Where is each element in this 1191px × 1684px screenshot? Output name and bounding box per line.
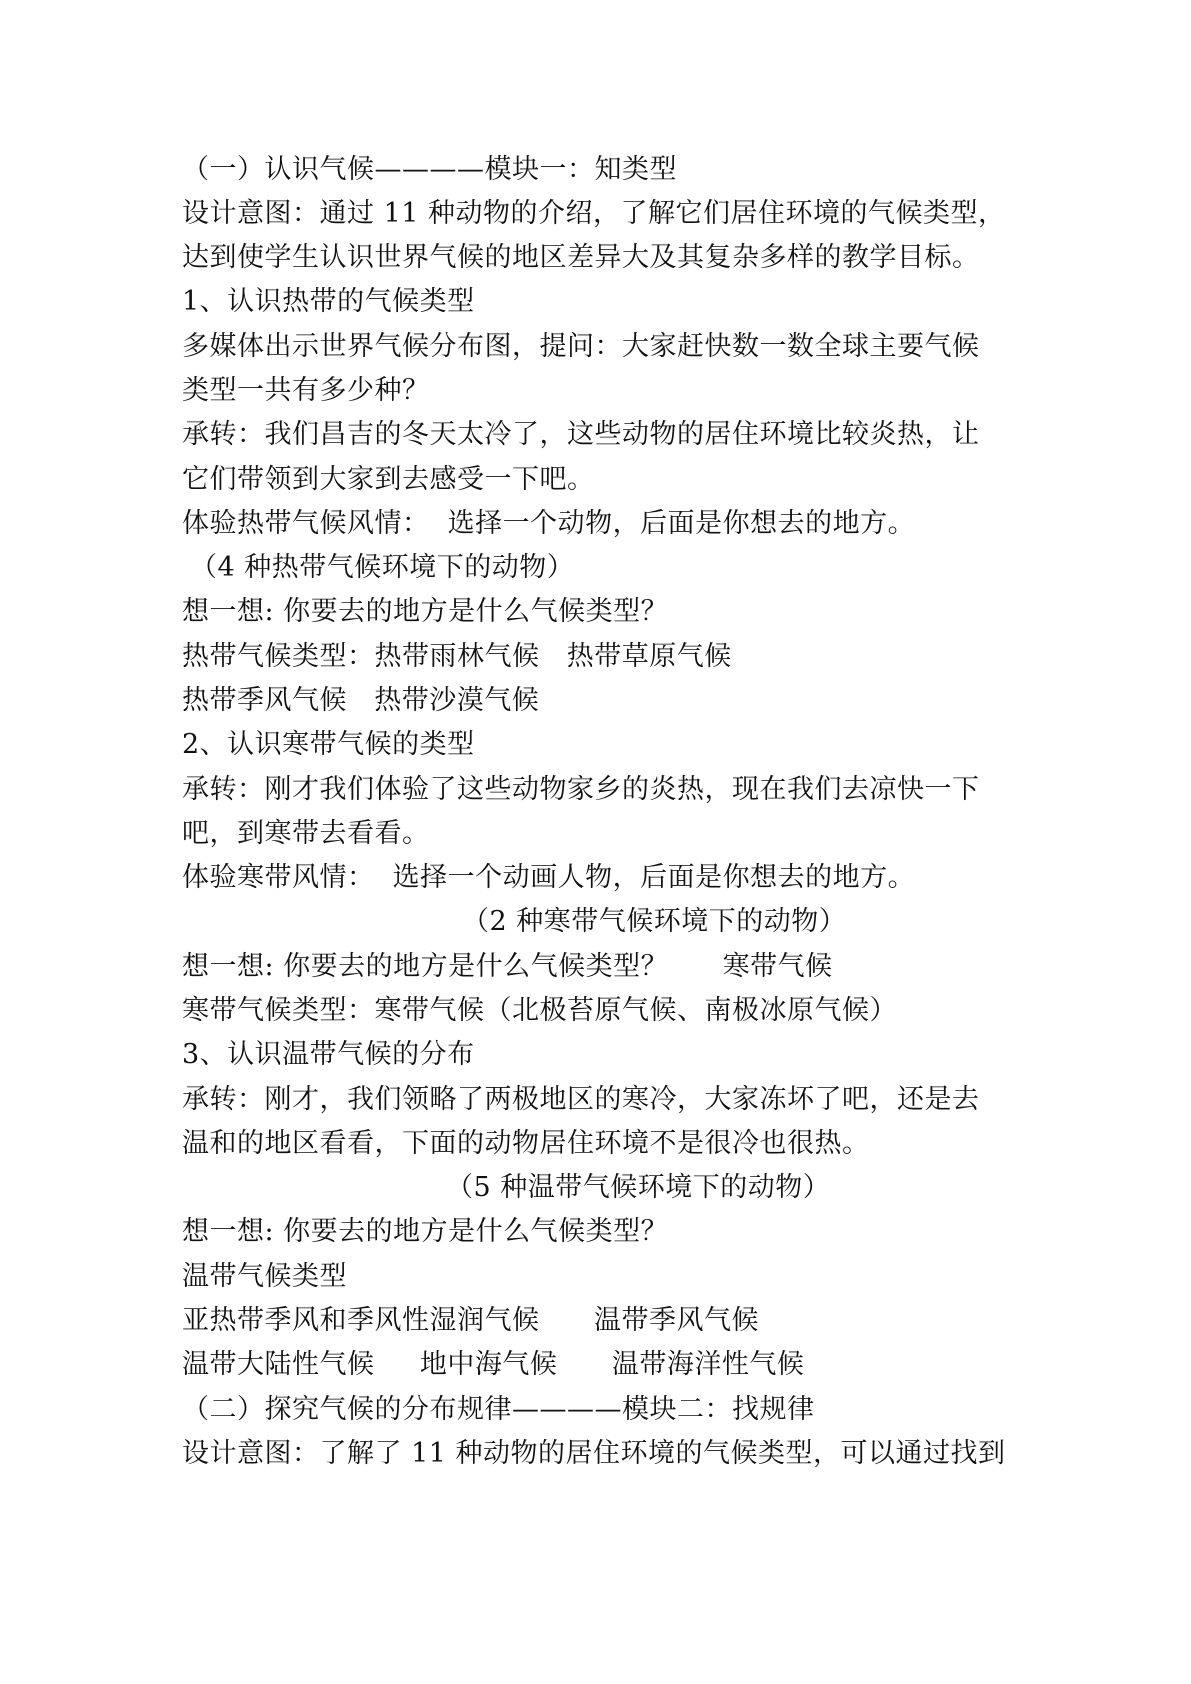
paragraph-line: 亚热带季风和季风性湿润气候 温带季风气候 [182, 1305, 759, 1336]
section-heading-2: （二）探究气候的分布规律————模块二：找规律 [182, 1394, 815, 1425]
paragraph-line: 温和的地区看看，下面的动物居住环境不是很冷也很热。 [182, 1128, 870, 1159]
paragraph-line: 多媒体出示世界气候分布图，提问：大家赶快数一数全球主要气候 [182, 331, 980, 362]
subheading-2: 2、认识寒带气候的类型 [182, 729, 475, 760]
paragraph-line: 承转：刚才，我们领略了两极地区的寒冷，大家冻坏了吧，还是去 [182, 1084, 980, 1115]
paragraph-line: 它们带领到大家到去感受一下吧。 [182, 464, 595, 495]
paragraph-line: 承转：刚才我们体验了这些动物家乡的炎热，现在我们去凉快一下 [182, 774, 980, 805]
paragraph-line: （4 种热带气候环境下的动物） [190, 552, 575, 583]
paragraph-line: 想一想: 你要去的地方是什么气候类型？ [182, 1216, 669, 1247]
paragraph-line: 热带季风气候 热带沙漠气候 [182, 685, 540, 716]
paragraph-line: 体验寒带风情： 选择一个动画人物，后面是你想去的地方。 [182, 862, 916, 893]
paragraph-line: 承转：我们昌吉的冬天太冷了，这些动物的居住环境比较炎热，让 [182, 419, 980, 450]
paragraph-line: 想一想: 你要去的地方是什么气候类型？ 寒带气候 [182, 951, 833, 982]
subheading-3: 3、认识温带气候的分布 [182, 1039, 475, 1070]
paragraph-line: （2 种寒带气候环境下的动物） [462, 906, 847, 937]
paragraph-line: 设计意图：通过 11 种动物的介绍，了解它们居住环境的气候类型， [182, 198, 1006, 229]
paragraph-line: 吧，到寒带去看看。 [182, 818, 430, 849]
paragraph-line: 热带气候类型：热带雨林气候 热带草原气候 [182, 641, 732, 672]
paragraph-line: 寒带气候类型：寒带气候（北极苔原气候、南极冰原气候） [182, 995, 897, 1026]
paragraph-line: 温带大陆性气候 地中海气候 温带海洋性气候 [182, 1349, 805, 1380]
subheading-1: 1、认识热带的气候类型 [182, 286, 475, 317]
paragraph-line: 达到使学生认识世界气候的地区差异大及其复杂多样的教学目标。 [182, 242, 980, 273]
paragraph-line: （5 种温带气候环境下的动物） [446, 1172, 831, 1203]
paragraph-line: 温带气候类型 [182, 1261, 347, 1292]
paragraph-line: 设计意图：了解了 11 种动物的居住环境的气候类型，可以通过找到 [182, 1438, 1006, 1469]
paragraph-line: 体验热带气候风情： 选择一个动物，后面是你想去的地方。 [182, 508, 916, 539]
paragraph-line: 类型一共有多少种？ [182, 375, 430, 406]
section-heading-1: （一）认识气候————模块一：知类型 [182, 154, 677, 185]
paragraph-line: 想一想: 你要去的地方是什么气候类型？ [182, 596, 669, 627]
